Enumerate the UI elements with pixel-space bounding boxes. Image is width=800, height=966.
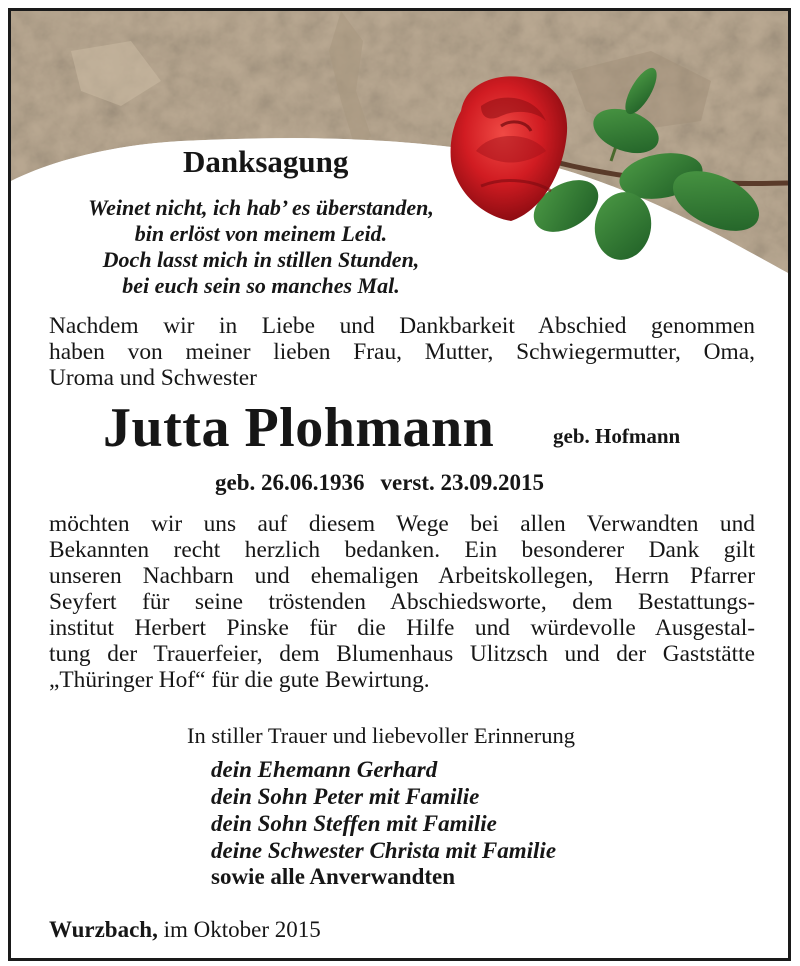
birth-date: geb. 26.06.1936 [215,470,365,495]
maiden-name: geb. Hofmann [553,424,681,448]
signer-sister-christa: deine Schwester Christa mit Familie [211,838,557,863]
poem-line-3: Doch lasst mich in stillen Stunden, [102,247,420,272]
place-and-date [49,917,321,943]
mourning-line: In stiller Trauer und liebevoller Erinnerung [187,723,576,748]
place: Wurzbach, [49,917,158,942]
thanks-line-7: „Thüringer Hof“ für die gute Bewirtung. [49,667,430,693]
poem-line-2: bin erlöst von meinem Leid. [134,221,388,246]
signer-son-steffen: dein Sohn Steffen mit Familie [211,811,497,836]
intro-line-3: Uroma und Schwester [49,365,257,391]
signer-son-peter: dein Sohn Peter mit Familie [211,784,480,809]
thanks-line-3: unseren Nachbarn und ehemaligen Arbeitskollegen, Herrn Pfarrer [49,563,755,589]
obituary-card [8,8,791,961]
thanks-line-1: möchten wir uns auf diesem Wege bei allen Verwandten und [49,511,755,537]
poem-line-1: Weinet nicht, ich hab’ es überstanden, [88,195,434,220]
death-date: verst. 23.09.2015 [380,470,545,495]
page-title: Danksagung [183,144,349,179]
intro-line-1: Nachdem wir in Liebe und Dankbarkeit Abschied genommen [49,313,755,339]
thanks-line-6: tung der Trauerfeier, dem Blumenhaus Ulitzsch und der Gaststätte [49,641,755,667]
deceased-name: Jutta Plohmann [103,397,495,459]
life-dates [215,470,544,496]
intro-line-2: haben von meiner lieben Frau, Mutter, Schwiegermutter, Oma, [49,339,755,365]
signer-all-relatives: sowie alle Anverwandten [211,864,456,889]
thanks-line-4: Seyfert für seine tröstenden Abschiedsworte, dem Bestattungs- [49,589,755,615]
thanks-line-2: Bekannten recht herzlich bedanken. Ein besonderer Dank gilt [49,537,755,563]
signer-husband: dein Ehemann Gerhard [211,757,438,782]
poem-line-4: bei euch sein so manches Mal. [122,273,400,298]
thanks-line-5: institut Herbert Pinske für die Hilfe und würdevolle Ausgestal- [49,615,755,641]
date: im Oktober 2015 [163,917,321,942]
